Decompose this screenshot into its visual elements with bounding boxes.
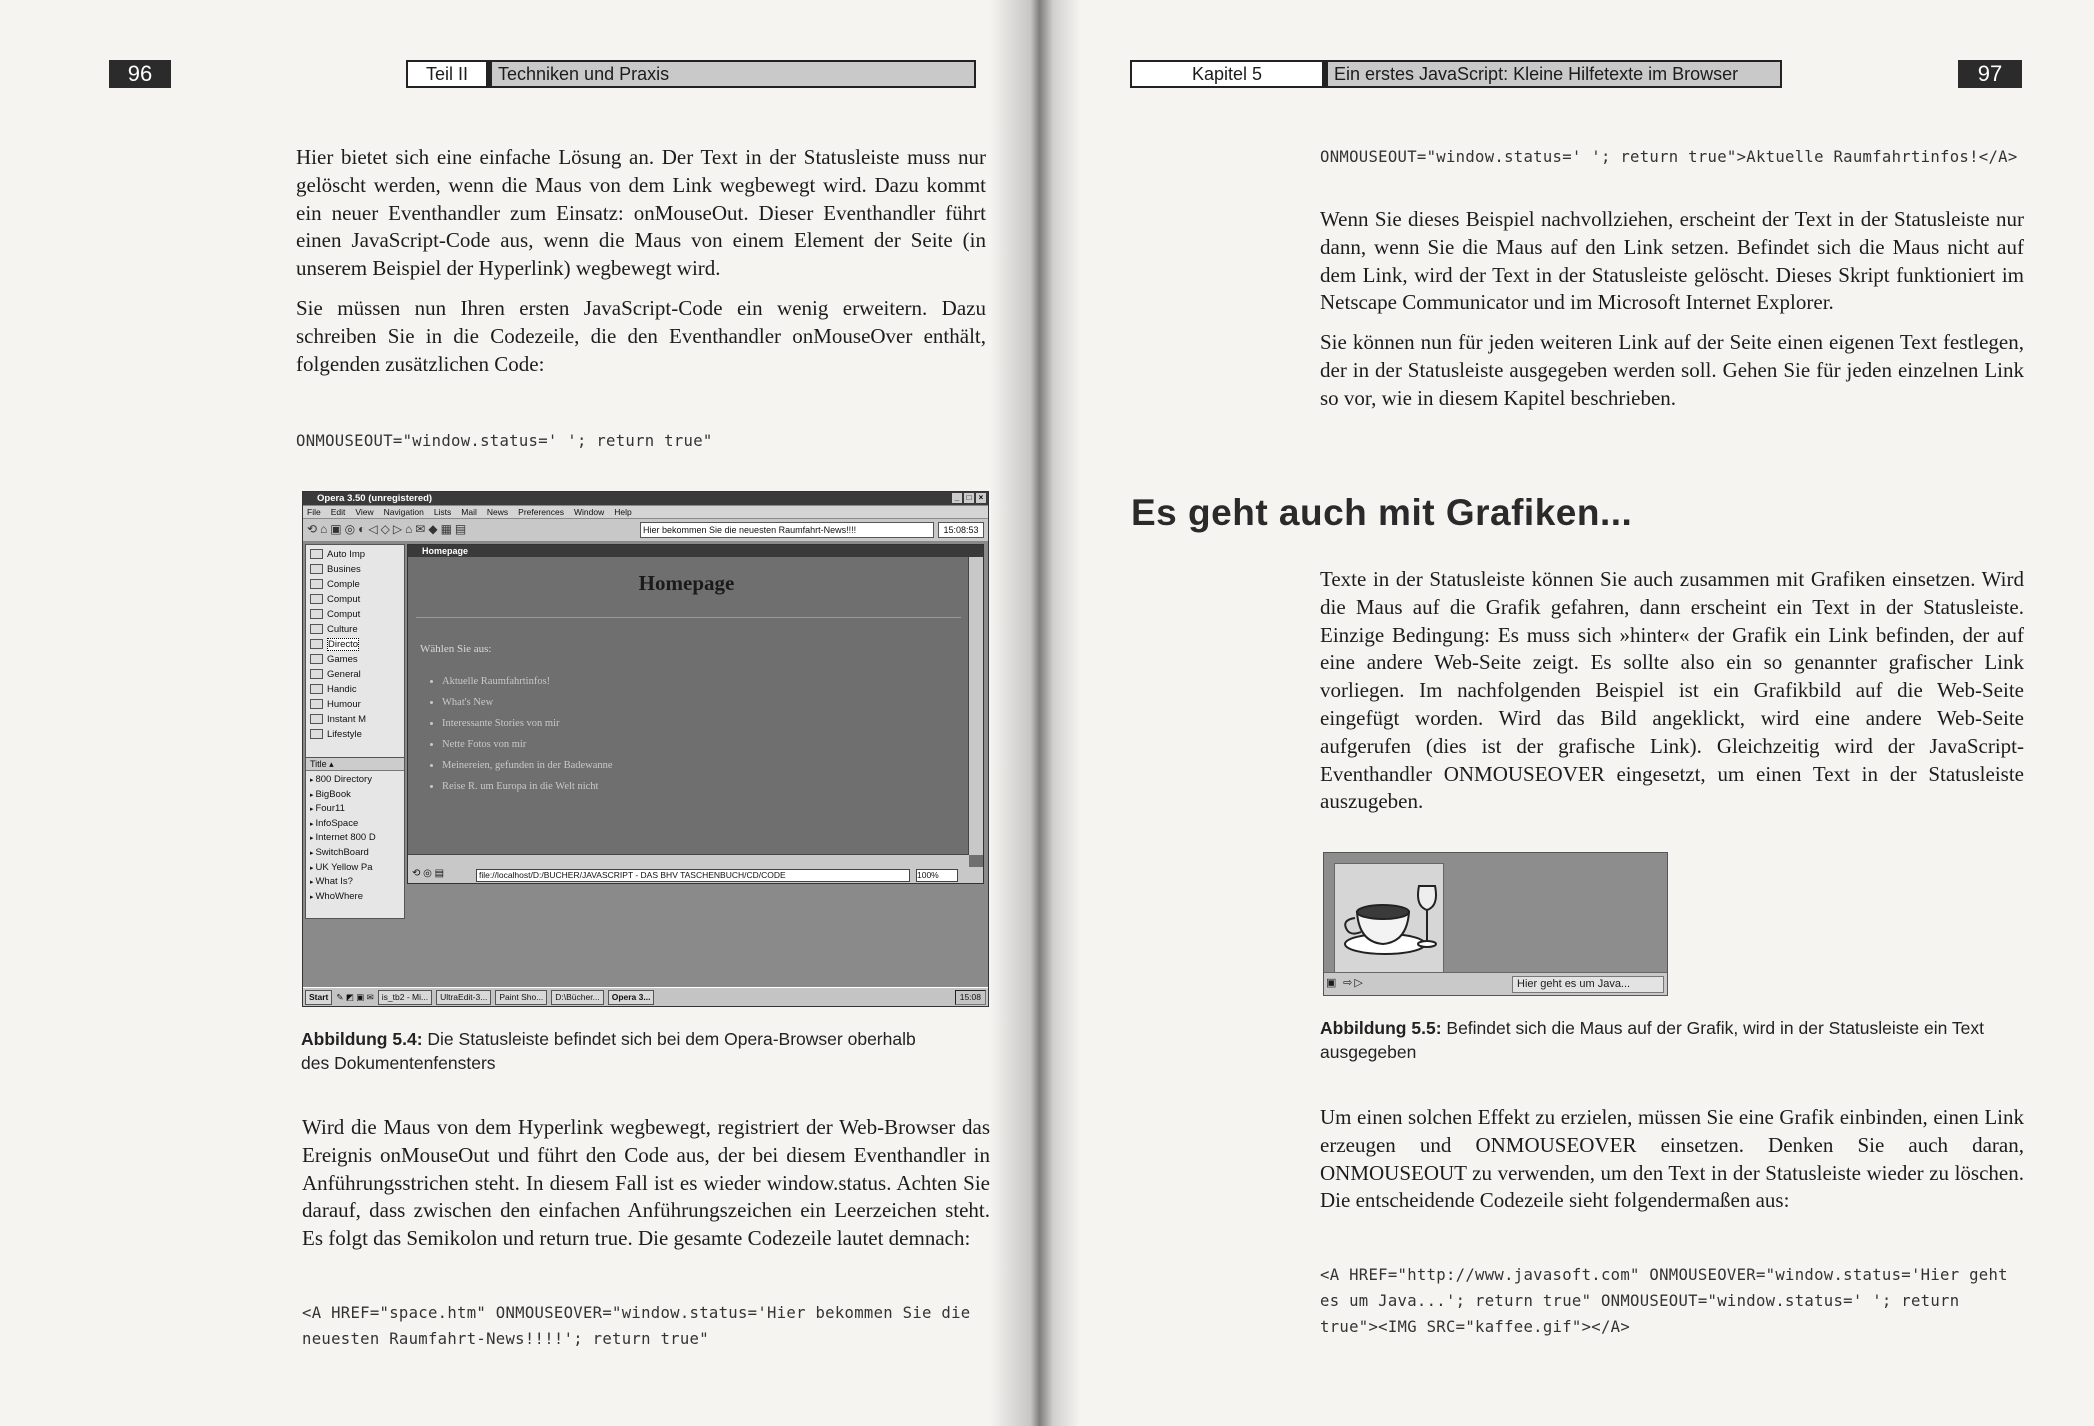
paragraph: Wenn Sie dieses Beispiel nachvollziehen, erscheint der Text in der Statusleiste nur dann, wenn Sie die Maus auf den Link setzen. Befindet sich die Maus nicht auf dem Link, wird der Text in der Statusleiste gelöscht. Dieses Skript funktioniert im Netscape Communicator und im Microsoft Internet Explorer. <box>1320 207 2024 315</box>
caption-5-4 <box>301 1027 941 1075</box>
folder-icon <box>310 729 323 739</box>
right-body-top <box>1320 206 2024 425</box>
header-title: Techniken und Praxis <box>488 60 976 88</box>
paragraph: Sie können nun für jeden weiteren Link auf der Seite einen eigenen Text festlegen, der in der Statusleiste ausgegeben werden soll. Gehen Sie für jeden einzelnen Link so vor, wie in diesem Kapitel beschrieben. <box>1320 330 2024 410</box>
tray-clock: 15:08 <box>955 990 986 1005</box>
coffee-screenshot <box>1323 852 1668 996</box>
caption-label: Abbildung 5.4: <box>301 1029 423 1049</box>
task-button: Paint Sho... <box>495 990 547 1005</box>
paragraph: Sie müssen nun Ihren ersten JavaScript-Code ein wenig erweitern. Dazu schreiben Sie in die Codezeile, die den Eventhandler onMouseOver enthält, folgenden zusätzlichen Code: <box>296 295 986 376</box>
divider <box>416 617 961 618</box>
menu-item: News <box>486 507 509 517</box>
status-message: Hier geht es um Java... <box>1512 976 1664 993</box>
folder-icon <box>310 624 323 634</box>
hotlist-panel <box>305 544 405 919</box>
right-body-bottom <box>1320 1104 2024 1227</box>
menu-bar <box>303 506 988 518</box>
folder-icon <box>310 669 323 679</box>
opera-screenshot <box>302 491 989 1007</box>
status-icons: ▣ ⇨▷ <box>1326 977 1365 989</box>
address-bar <box>408 867 983 883</box>
code-block: <A HREF="space.htm" ONMOUSEOVER="window.status='Hier bekommen Sie die neuesten Raumfahrt-News!!!!'; return true" <box>302 1304 981 1348</box>
url-field: file://localhost/D:/BUCHER/JAVASCRIPT - DAS BHV TASCHENBUCH/CD/CODE <box>476 869 910 882</box>
document-link: • What's New <box>442 692 613 713</box>
taskbar <box>303 987 988 1006</box>
left-body-top <box>296 144 986 390</box>
running-header-left <box>406 60 976 88</box>
document-heading: Homepage <box>638 571 735 595</box>
folder-icon <box>310 684 323 694</box>
document-link: • Reise R. um Europa in die Welt nicht <box>442 776 613 797</box>
paragraph: Texte in der Statusleiste können Sie auch zusammen mit Grafiken einsetzen. Wird die Maus auf die Grafik gefahren, dann erscheint ein Text in der Statusleiste. Einzige Bedingung: Es muss sich »hinter« der Grafik ein Link befinden, der auf eine andere Web-Seite zeigt. Es sollte also ein so genannter grafischer Link vorliegen. Im nachfolgenden Beispiel ist ein Grafikbild auf die Web-Seite eingefügt worden. Wird das Bild angeklickt, wird eine andere Web-Seite aufgerufen (dies ist der grafische Link). Gleichzeitig wird der JavaScript-Eventhandler ONMOUSEOVER eingesetzt, um einen Text in der Statusleiste auszugeben. <box>1320 567 2024 814</box>
document-link: • Interessante Stories von mir <box>442 713 613 734</box>
code-line: ONMOUSEOUT="window.status=' '; return true" <box>296 432 713 450</box>
caption-text: Die Statusleiste befindet sich bei dem Opera-Browser oberhalb des Dokumentenfensters <box>301 1029 916 1073</box>
task-button: UltraEdit-3... <box>436 990 491 1005</box>
header-title: Ein erstes JavaScript: Kleine Hilfetexte im Browser <box>1324 60 1782 88</box>
document-link: • Nette Fotos von mir <box>442 734 613 755</box>
menu-item: Help <box>614 507 632 517</box>
tree-item-selected: Directo <box>310 637 404 652</box>
paragraph: Hier bietet sich eine einfache Lösung an. Der Text in der Statusleiste muss nur gelöscht werden, wenn die Maus von dem Link wegbewegt wird. Dazu kommt ein neuer Eventhandler zum Einsatz: onMouseOut. Dieser Eventhandler führt einen JavaScript-Code aus, wenn die Maus von einem Element der Seite (in unserem Beispiel der Hyperlink) wegbewegt wird. <box>296 145 986 281</box>
folder-icon <box>310 699 323 709</box>
horizontal-scrollbar <box>408 854 969 867</box>
menu-item: Window <box>574 507 605 517</box>
folder-icon <box>310 594 323 604</box>
folder-icon <box>310 714 323 724</box>
document-link: • Aktuelle Raumfahrtinfos! <box>442 671 613 692</box>
book-gutter <box>990 0 1080 1426</box>
paragraph: Um einen solchen Effekt zu erzielen, müssen Sie eine Grafik einbinden, einen Link erzeugen und ONMOUSEOVER einsetzen. Denken Sie auch daran, ONMOUSEOUT zu verwenden, um den Text in der Statusleiste wieder zu löschen. Die entscheidende Codezeile sieht folgendermaßen aus: <box>1320 1105 2024 1213</box>
running-header-right <box>1130 60 1782 88</box>
document-title: Homepage <box>408 545 983 557</box>
link-item: ▸ WhoWhere <box>310 890 404 905</box>
tree-item: Comple <box>310 577 404 592</box>
paragraph: Wird die Maus von dem Hyperlink wegbewegt, registriert der Web-Browser das Ereignis onMouseOut und führt den Code aus, der bei diesem Eventhandler in Anführungsstrichen steht. In diesem Fall ist es wieder window.status. Achten Sie darauf, dass zwischen den einfachen Anführungszeichen ein Leerzeichen steht. Es folgt das Semikolon und return true. Die gesamte Codezeile lautet demnach: <box>302 1115 990 1251</box>
tree-item: Humour <box>310 697 404 712</box>
caption-text: Befindet sich die Maus auf der Grafik, wird in der Statusleiste ein Text ausgegeben <box>1320 1018 1984 1062</box>
section-heading: Es geht auch mit Grafiken... <box>1131 492 1633 533</box>
menu-item: Navigation <box>383 507 424 517</box>
header-part: Teil II <box>406 60 488 88</box>
folder-icon <box>310 654 323 664</box>
code-line: ONMOUSEOUT="window.status=' '; return true">Aktuelle Raumfahrtinfos!</A> <box>1320 148 2018 166</box>
toolbar-icons: ⟲⌂▣◎◐◁◇▷⌂✉◆▦▤ <box>307 522 470 536</box>
window-title: Opera 3.50 (unregistered) _ □ × <box>303 492 988 505</box>
folder-icon <box>310 549 323 559</box>
tree-item: Comput <box>310 592 404 607</box>
document-intro: Wählen Sie aus: <box>420 643 492 655</box>
menu-item: Edit <box>330 507 346 517</box>
menu-item: Lists <box>433 507 452 517</box>
header-chapter: Kapitel 5 <box>1130 60 1324 88</box>
status-bar <box>1324 972 1667 995</box>
nav-icons: ⟲ ◎ ▤ <box>412 868 445 879</box>
vertical-scrollbar <box>968 557 983 855</box>
link-item: ▸ 800 Directory <box>310 773 404 788</box>
folder-icon <box>310 579 323 589</box>
tree-item: Instant M <box>310 712 404 727</box>
zoom-field: 100% <box>916 869 958 882</box>
link-item: ▸ SwitchBoard <box>310 846 404 861</box>
folder-tree <box>306 545 404 742</box>
close-icon: × <box>976 493 986 503</box>
caption-5-5 <box>1320 1016 2010 1064</box>
tree-item: Auto Imp <box>310 547 404 562</box>
document-window <box>407 544 984 884</box>
coffee-cup-image <box>1334 863 1444 977</box>
folder-icon <box>310 609 323 619</box>
left-body-bottom <box>302 1114 990 1265</box>
caption-label: Abbildung 5.5: <box>1320 1018 1442 1038</box>
quicklaunch-icons: ✎ ◩ ▣ ✉ <box>336 991 374 1002</box>
maximize-icon: □ <box>964 493 974 503</box>
document-link-list <box>430 671 613 797</box>
link-item: ▸ BigBook <box>310 788 404 803</box>
toolbar <box>303 519 988 542</box>
links-panel <box>306 757 404 904</box>
tree-item: Busines <box>310 562 404 577</box>
link-item: ▸ UK Yellow Pa <box>310 861 404 876</box>
tree-item: Handic <box>310 682 404 697</box>
menu-item: File <box>307 507 321 517</box>
link-item: ▸ Four11 <box>310 802 404 817</box>
status-field: Hier bekommen Sie die neuesten Raumfahrt-News!!!! <box>640 522 934 538</box>
link-item: ▸ InfoSpace <box>310 817 404 832</box>
clock: 15:08:53 <box>938 522 984 538</box>
tree-item: General <box>310 667 404 682</box>
tree-item: Games <box>310 652 404 667</box>
links-header: Title ▴ <box>306 758 404 771</box>
menu-item: View <box>355 507 374 517</box>
tree-item: Lifestyle <box>310 727 404 742</box>
start-button: Start <box>305 990 332 1005</box>
right-body-middle <box>1320 566 2024 828</box>
folder-icon <box>310 639 323 649</box>
minimize-icon: _ <box>952 493 962 503</box>
document-link: • Meinereien, gefunden in der Badewanne <box>442 755 613 776</box>
link-item: ▸ Internet 800 D <box>310 831 404 846</box>
coffee-cup-icon <box>1335 864 1443 976</box>
tree-item: Comput <box>310 607 404 622</box>
menu-item: Preferences <box>518 507 564 517</box>
menu-item: Mail <box>461 507 477 517</box>
page-number-right: 97 <box>1958 60 2022 88</box>
tree-item: Culture <box>310 622 404 637</box>
task-button: is_tb2 - Mi... <box>378 990 432 1005</box>
link-item: ▸ What Is? <box>310 875 404 890</box>
code-block: <A HREF="http://www.javasoft.com" ONMOUSEOVER="window.status='Hier geht es um Java...'; return true" ONMOUSEOUT="window.status=' '; return true"><IMG SRC="kaffee.gif"></A> <box>1320 1266 2018 1336</box>
page-number-left: 96 <box>109 60 171 88</box>
task-button: D:\Bücher... <box>551 990 603 1005</box>
folder-icon <box>310 564 323 574</box>
task-button-active: Opera 3... <box>608 990 655 1005</box>
